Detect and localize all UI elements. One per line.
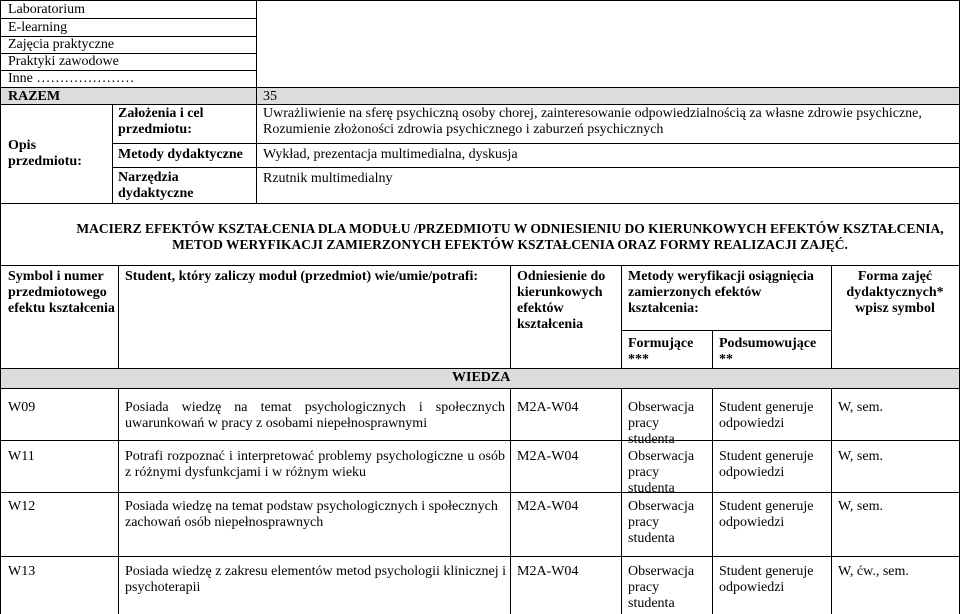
matrix-title: MACIERZ EFEKTÓW KSZTAŁCENIA DLA MODUŁU /PRZEDMIOTU W ODNIESIENIU DO KIERUNKOWYCH EFEKTÓW KSZTAŁCENIA, METOD WERYFIKACJI ZAMIERZONYCH EFEKTÓW KSZTAŁCENIA ORAZ FORMY REALIZACJI ZAJĘĆ. — [76, 221, 944, 252]
header-symbol: Symbol i numer przedmiotowego efektu kształcenia — [8, 269, 115, 316]
header-podsumowujace: Podsumowujące ** — [719, 336, 817, 367]
row-ref: M2A-W04 — [517, 499, 579, 514]
row-forma: W, sem. — [838, 449, 883, 464]
section-wiedza: WIEDZA — [452, 370, 511, 385]
form-label-zajecia-praktyczne: Zajęcia praktyczne — [8, 37, 115, 52]
row-symbol: W09 — [8, 400, 36, 415]
razem-row-fill — [1, 88, 959, 104]
form-label-elearning: E-learning — [8, 20, 68, 35]
row-formujace: Obserwacja pracy studenta — [628, 400, 695, 447]
row-symbol: W11 — [8, 449, 35, 464]
row-formujace: Obserwacja pracy studenta — [628, 499, 695, 546]
row-formujace: Obserwacja pracy studenta — [628, 564, 695, 611]
form-label-praktyki-zawodowe: Praktyki zawodowe — [8, 54, 119, 69]
row-forma: W, sem. — [838, 400, 883, 415]
header-formujace: Formujące *** — [628, 336, 694, 367]
row-podsumowujace: Student generuje odpowiedzi — [719, 449, 814, 480]
row-desc: Potrafi rozpoznać i interpretować problemy psychologiczne u osób z różnymi dysfunkcjami i w różnym wieku — [125, 449, 505, 480]
row-podsumowujace: Student generuje odpowiedzi — [719, 564, 814, 595]
row-desc: Posiada wiedzę na temat psychologicznych i społecznych uwarunkowań w pracy z osobami niepełnosprawnymi — [125, 400, 505, 431]
opis-label: Opis przedmiotu: — [8, 138, 82, 169]
razem-label: RAZEM — [8, 89, 61, 104]
form-label-inne: Inne ………………… — [8, 71, 135, 86]
metody-label: Metody dydaktyczne — [118, 147, 243, 162]
row-desc: Posiada wiedzę z zakresu elementów metod psychologii klinicznej i psychoterapii — [125, 564, 506, 595]
narzedzia-value: Rzutnik multimedialny — [263, 171, 393, 186]
metody-value: Wykład, prezentacja multimedialna, dyskusja — [263, 147, 518, 162]
row-ref: M2A-W04 — [517, 564, 579, 579]
header-metody: Metody weryfikacji osiągnięcia zamierzonych efektów kształcenia: — [628, 269, 814, 316]
row-symbol: W13 — [8, 564, 36, 579]
row-desc: Posiada wiedzę na temat podstaw psychologicznych i społecznych zachowań osób niepełnosprawnych — [125, 499, 498, 530]
row-formujace: Obserwacja pracy studenta — [628, 449, 695, 496]
zalozenia-value: Uwrażliwienie na sferę psychiczną osoby chorej, zainteresowanie odpowiedzialnością za własne zdrowie psychiczne, Rozumienie złożoności zdrowia psychicznego i zaburzeń psychicznych — [263, 106, 922, 137]
row-ref: M2A-W04 — [517, 400, 579, 415]
row-ref: M2A-W04 — [517, 449, 579, 464]
header-odniesienie: Odniesienie do kierunkowych efektów kształcenia — [517, 269, 606, 332]
row-podsumowujace: Student generuje odpowiedzi — [719, 499, 814, 530]
razem-value: 35 — [263, 89, 277, 104]
header-forma: Forma zajęć dydaktycznych* wpisz symbol — [846, 269, 944, 316]
narzedzia-label: Narzędzia dydaktyczne — [118, 170, 194, 201]
row-forma: W, ćw., sem. — [838, 564, 909, 579]
header-student: Student, który zaliczy moduł (przedmiot) wie/umie/potrafi: — [125, 269, 479, 284]
row-forma: W, sem. — [838, 499, 883, 514]
row-symbol: W12 — [8, 499, 36, 514]
form-label-laboratorium: Laboratorium — [8, 2, 85, 17]
zalozenia-label: Założenia i cel przedmiotu: — [118, 106, 204, 137]
row-podsumowujace: Student generuje odpowiedzi — [719, 400, 814, 431]
